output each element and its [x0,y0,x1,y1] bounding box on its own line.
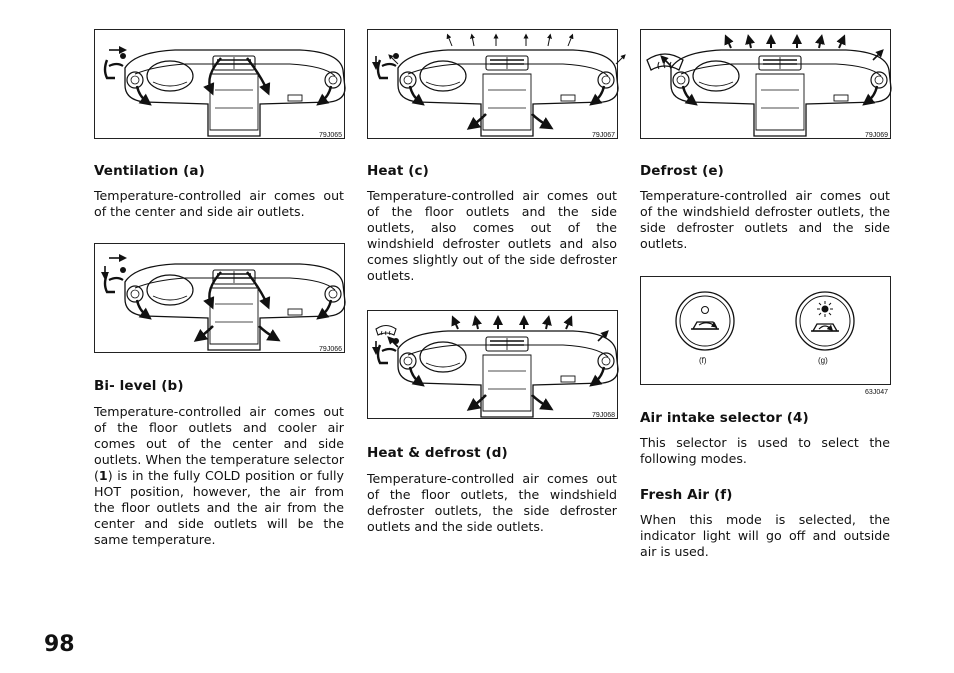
figure-code: 79J069 [865,132,888,139]
defroster-icon [647,54,683,70]
text-defrost: Temperature-controlled air comes out of the windshield defroster outlets, the side defroster outlets and the side outlets. [640,188,890,251]
figure-code: 79J066 [319,346,342,353]
figure-ventilation [94,29,345,139]
heading-ventilation: Ventilation (a) [94,163,205,179]
temperature-selector-mark: 1 [98,468,108,483]
figure-heat [367,29,618,139]
figure-code: 63J047 [865,389,888,396]
heading-heat-defrost: Heat & defrost (d) [367,445,508,461]
figure-air-intake-selector [640,276,891,396]
defroster-icon [376,326,396,336]
page-number: 98 [44,632,75,657]
text-heat: Temperature-controlled air comes out of the floor outlets and the side outlets, also comes out of the windshield defroster outlets and also comes slightly out of the side defroster outlets. [367,188,617,283]
heading-fresh-air: Fresh Air (f) [640,487,733,503]
heading-heat: Heat (c) [367,163,429,179]
text-bilevel-part1: Temperature-controlled air comes out of the floor outlets and cooler air comes out of the center and side outlets. When the temperature selector ( [94,404,344,483]
seat-occupant-icon [378,338,399,363]
fresh-air-knob-icon [676,292,734,350]
recirculate-knob-icon [796,292,854,350]
text-bilevel-part2: ) is in the fully COLD position or fully HOT position, however, the air from the floor outlets and the air from the center and side outlets will be the same temperature. [94,468,344,547]
text-air-intake: This selector is used to select the following modes. [640,435,890,466]
figure-heat-defrost [367,310,618,419]
figure-code: 79J065 [319,132,342,139]
heading-defrost: Defrost (e) [640,163,724,179]
figure-defrost [640,29,891,139]
text-heat-defrost: Temperature-controlled air comes out of the floor outlets, the windshield defroster outlets, the side defroster outlets and the side outlets. [367,471,617,534]
text-bilevel [94,404,344,548]
text-fresh-air: When this mode is selected, the indicator light will go off and outside air is used. [640,512,890,559]
figure-code: 79J068 [592,412,615,419]
label-fresh-air: (f) [699,356,707,365]
seat-occupant-icon [105,53,126,78]
label-recirculate: (g) [818,356,828,365]
seat-occupant-icon [105,267,126,292]
text-ventilation: Temperature-controlled air comes out of the center and side air outlets. [94,188,344,219]
seat-occupant-icon [378,53,399,78]
figure-code: 79J067 [592,132,615,139]
heading-air-intake: Air intake selector (4) [640,410,809,426]
heading-bilevel: Bi- level (b) [94,378,184,394]
figure-bilevel [94,243,345,353]
